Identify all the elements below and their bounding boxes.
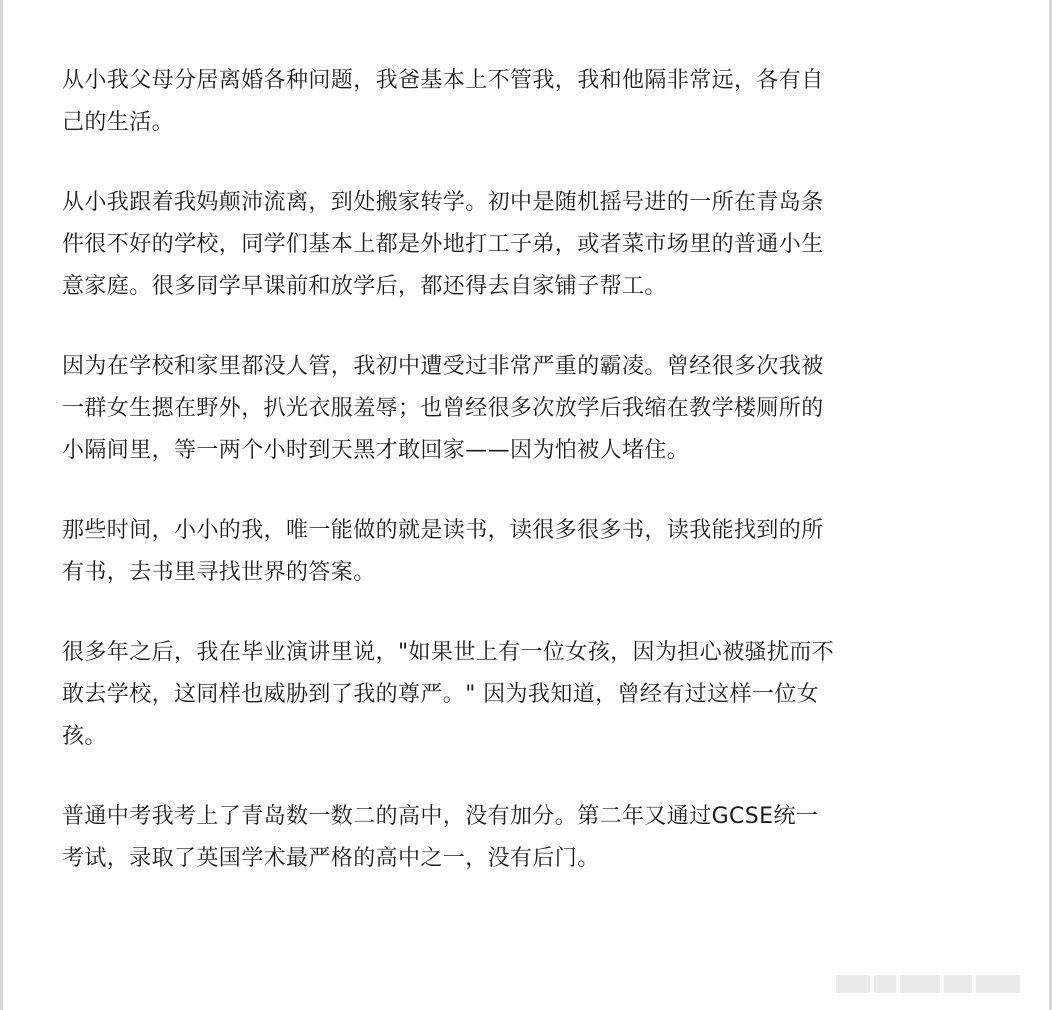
watermark-logo [836, 972, 1026, 996]
watermark-mark [836, 975, 870, 993]
paragraph-6: 普通中考我考上了青岛数一数二的高中，没有加分。第二年又通过GCSE统一 考试，录取了英国学术最严格的高中之一，没有后门。 [62, 804, 819, 871]
paragraph-3: 因为在学校和家里都没人管，我初中遭受过非常严重的霸凌。曾经很多次我被 一群女生摁在野外，扒光衣服羞辱；也曾经很多次放学后我缩在教学楼厕所的 小隔间里，等一两个小时到天黑才敢回家——因为怕被人堵住。 [62, 354, 824, 463]
article-body [62, 60, 972, 918]
paragraph-5: 很多年之后，我在毕业演讲里说，"如果世上有一位女孩，因为担心被骚扰而不 敢去学校，这同样也威胁到了我的尊严。" 因为我知道，曾经有过这样一位女 孩。 [62, 640, 835, 749]
paragraph-2: 从小我跟着我妈颠沛流离，到处搬家转学。初中是随机摇号进的一所在青岛条 件很不好的学校，同学们基本上都是外地打工子弟，或者菜市场里的普通小生 意家庭。很多同学早课前和放学后，都还得去自家铺子帮工。 [62, 190, 824, 299]
paragraph-4: 那些时间，小小的我，唯一能做的就是读书，读很多很多书，读我能找到的所 有书，去书里寻找世界的答案。 [62, 518, 824, 585]
watermark-mark [900, 975, 940, 993]
watermark-mark [944, 975, 972, 993]
left-border [0, 0, 3, 1010]
paragraph-1: 从小我父母分居离婚各种问题，我爸基本上不管我，我和他隔非常远，各有自 己的生活。 [62, 68, 824, 135]
watermark-mark [874, 975, 896, 993]
watermark-mark [976, 975, 1020, 993]
